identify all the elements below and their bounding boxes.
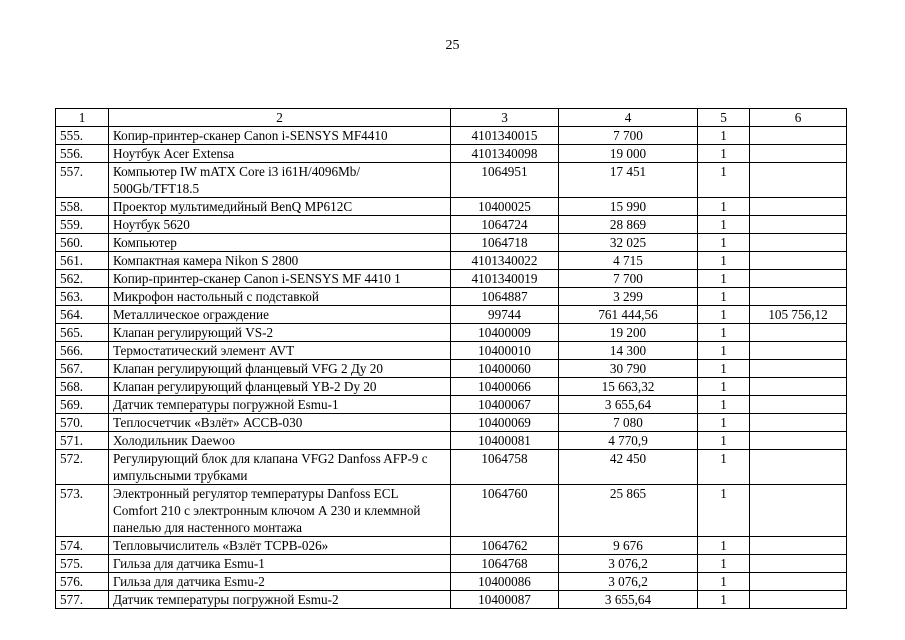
row-number-cell: 565. bbox=[56, 324, 109, 342]
item-name-cell: Клапан регулирующий фланцевый YB-2 Dy 20 bbox=[109, 378, 451, 396]
residual-value-cell bbox=[750, 396, 847, 414]
row-number-cell: 574. bbox=[56, 537, 109, 555]
cost-cell: 7 700 bbox=[559, 127, 698, 145]
quantity-cell: 1 bbox=[698, 198, 750, 216]
inventory-code-cell: 10400069 bbox=[451, 414, 559, 432]
quantity-cell: 1 bbox=[698, 234, 750, 252]
residual-value-cell bbox=[750, 342, 847, 360]
column-header: 1 bbox=[56, 109, 109, 127]
row-number-cell: 568. bbox=[56, 378, 109, 396]
cost-cell: 4 770,9 bbox=[559, 432, 698, 450]
quantity-cell: 1 bbox=[698, 573, 750, 591]
quantity-cell: 1 bbox=[698, 252, 750, 270]
table-row bbox=[56, 270, 847, 288]
residual-value-cell bbox=[750, 591, 847, 609]
cost-cell: 3 655,64 bbox=[559, 591, 698, 609]
table-row bbox=[56, 163, 847, 198]
quantity-cell: 1 bbox=[698, 432, 750, 450]
quantity-cell: 1 bbox=[698, 591, 750, 609]
item-name-cell: Датчик температуры погружной Esmu-1 bbox=[109, 396, 451, 414]
table-row bbox=[56, 288, 847, 306]
column-header: 2 bbox=[109, 109, 451, 127]
quantity-cell: 1 bbox=[698, 485, 750, 537]
item-name-cell: Клапан регулирующий VS-2 bbox=[109, 324, 451, 342]
item-name-cell: Ноутбук Acer Extensa bbox=[109, 145, 451, 163]
quantity-cell: 1 bbox=[698, 306, 750, 324]
page-number: 25 bbox=[445, 38, 460, 53]
cost-cell: 30 790 bbox=[559, 360, 698, 378]
item-name-cell: Гильза для датчика Esmu-2 bbox=[109, 573, 451, 591]
inventory-code-cell: 10400025 bbox=[451, 198, 559, 216]
cost-cell: 15 663,32 bbox=[559, 378, 698, 396]
inventory-code-cell: 1064760 bbox=[451, 485, 559, 537]
row-number-cell: 562. bbox=[56, 270, 109, 288]
table-row bbox=[56, 485, 847, 537]
table-row bbox=[56, 252, 847, 270]
item-name-cell: Компьютер IW mATX Core i3 i61H/4096Mb/ 500Gb/TFT18.5 bbox=[109, 163, 451, 198]
row-number-cell: 556. bbox=[56, 145, 109, 163]
residual-value-cell bbox=[750, 360, 847, 378]
residual-value-cell bbox=[750, 252, 847, 270]
item-name-cell: Электронный регулятор температуры Danfoss ECL Comfort 210 с электронным ключом А 230 и клеммной панелью для настенного монтажа bbox=[109, 485, 451, 537]
item-name-cell: Датчик температуры погружной Esmu-2 bbox=[109, 591, 451, 609]
item-name-cell: Компактная камера Nikon S 2800 bbox=[109, 252, 451, 270]
item-name-cell: Копир-принтер-сканер Canon i-SENSYS MF 4410 1 bbox=[109, 270, 451, 288]
item-name-cell: Металлическое ограждение bbox=[109, 306, 451, 324]
cost-cell: 25 865 bbox=[559, 485, 698, 537]
table-row bbox=[56, 145, 847, 163]
row-number-cell: 573. bbox=[56, 485, 109, 537]
cost-cell: 9 676 bbox=[559, 537, 698, 555]
residual-value-cell: 105 756,12 bbox=[750, 306, 847, 324]
column-header: 5 bbox=[698, 109, 750, 127]
quantity-cell: 1 bbox=[698, 378, 750, 396]
cost-cell: 3 076,2 bbox=[559, 573, 698, 591]
quantity-cell: 1 bbox=[698, 360, 750, 378]
quantity-cell: 1 bbox=[698, 555, 750, 573]
row-number-cell: 557. bbox=[56, 163, 109, 198]
inventory-code-cell: 1064762 bbox=[451, 537, 559, 555]
quantity-cell: 1 bbox=[698, 396, 750, 414]
inventory-code-cell: 10400060 bbox=[451, 360, 559, 378]
table-row bbox=[56, 306, 847, 324]
inventory-code-cell: 4101340015 bbox=[451, 127, 559, 145]
inventory-code-cell: 1064724 bbox=[451, 216, 559, 234]
quantity-cell: 1 bbox=[698, 324, 750, 342]
inventory-code-cell: 99744 bbox=[451, 306, 559, 324]
table-row bbox=[56, 360, 847, 378]
residual-value-cell bbox=[750, 432, 847, 450]
cost-cell: 7 080 bbox=[559, 414, 698, 432]
inventory-code-cell: 4101340022 bbox=[451, 252, 559, 270]
table-row bbox=[56, 414, 847, 432]
cost-cell: 4 715 bbox=[559, 252, 698, 270]
row-number-cell: 567. bbox=[56, 360, 109, 378]
item-name-cell: Компьютер bbox=[109, 234, 451, 252]
row-number-cell: 571. bbox=[56, 432, 109, 450]
inventory-code-cell: 4101340098 bbox=[451, 145, 559, 163]
table-row bbox=[56, 234, 847, 252]
column-header: 4 bbox=[559, 109, 698, 127]
row-number-cell: 561. bbox=[56, 252, 109, 270]
item-name-cell: Ноутбук 5620 bbox=[109, 216, 451, 234]
inventory-code-cell: 10400086 bbox=[451, 573, 559, 591]
table-row bbox=[56, 432, 847, 450]
inventory-code-cell: 10400067 bbox=[451, 396, 559, 414]
item-name-cell: Копир-принтер-сканер Canon i-SENSYS MF4410 bbox=[109, 127, 451, 145]
residual-value-cell bbox=[750, 198, 847, 216]
table-row bbox=[56, 216, 847, 234]
cost-cell: 3 076,2 bbox=[559, 555, 698, 573]
item-name-cell: Термостатический элемент AVT bbox=[109, 342, 451, 360]
quantity-cell: 1 bbox=[698, 288, 750, 306]
table-row bbox=[56, 537, 847, 555]
quantity-cell: 1 bbox=[698, 145, 750, 163]
row-number-cell: 577. bbox=[56, 591, 109, 609]
inventory-code-cell: 10400081 bbox=[451, 432, 559, 450]
cost-cell: 14 300 bbox=[559, 342, 698, 360]
inventory-code-cell: 1064768 bbox=[451, 555, 559, 573]
table-row bbox=[56, 591, 847, 609]
residual-value-cell bbox=[750, 145, 847, 163]
row-number-cell: 575. bbox=[56, 555, 109, 573]
cost-cell: 42 450 bbox=[559, 450, 698, 485]
inventory-code-cell: 4101340019 bbox=[451, 270, 559, 288]
inventory-code-cell: 1064887 bbox=[451, 288, 559, 306]
residual-value-cell bbox=[750, 485, 847, 537]
inventory-code-cell: 10400010 bbox=[451, 342, 559, 360]
cost-cell: 761 444,56 bbox=[559, 306, 698, 324]
residual-value-cell bbox=[750, 216, 847, 234]
table-row bbox=[56, 450, 847, 485]
cost-cell: 17 451 bbox=[559, 163, 698, 198]
row-number-cell: 564. bbox=[56, 306, 109, 324]
quantity-cell: 1 bbox=[698, 342, 750, 360]
inventory-code-cell: 10400087 bbox=[451, 591, 559, 609]
table-row bbox=[56, 555, 847, 573]
row-number-cell: 576. bbox=[56, 573, 109, 591]
row-number-cell: 570. bbox=[56, 414, 109, 432]
table-row bbox=[56, 396, 847, 414]
inventory-code-cell: 1064758 bbox=[451, 450, 559, 485]
quantity-cell: 1 bbox=[698, 537, 750, 555]
inventory-code-cell: 1064718 bbox=[451, 234, 559, 252]
item-name-cell: Теплосчетчик «Взлёт» АССВ-030 bbox=[109, 414, 451, 432]
residual-value-cell bbox=[750, 450, 847, 485]
cost-cell: 3 299 bbox=[559, 288, 698, 306]
table-row bbox=[56, 324, 847, 342]
residual-value-cell bbox=[750, 537, 847, 555]
item-name-cell: Регулирующий блок для клапана VFG2 Danfoss AFP-9 с импульсными трубками bbox=[109, 450, 451, 485]
residual-value-cell bbox=[750, 163, 847, 198]
quantity-cell: 1 bbox=[698, 163, 750, 198]
residual-value-cell bbox=[750, 378, 847, 396]
inventory-table bbox=[55, 108, 847, 609]
residual-value-cell bbox=[750, 234, 847, 252]
row-number-cell: 563. bbox=[56, 288, 109, 306]
quantity-cell: 1 bbox=[698, 127, 750, 145]
inventory-code-cell: 10400009 bbox=[451, 324, 559, 342]
quantity-cell: 1 bbox=[698, 216, 750, 234]
table-header-row bbox=[56, 109, 847, 127]
row-number-cell: 559. bbox=[56, 216, 109, 234]
cost-cell: 15 990 bbox=[559, 198, 698, 216]
residual-value-cell bbox=[750, 555, 847, 573]
inventory-code-cell: 1064951 bbox=[451, 163, 559, 198]
residual-value-cell bbox=[750, 573, 847, 591]
residual-value-cell bbox=[750, 324, 847, 342]
table-row bbox=[56, 573, 847, 591]
cost-cell: 28 869 bbox=[559, 216, 698, 234]
row-number-cell: 572. bbox=[56, 450, 109, 485]
row-number-cell: 555. bbox=[56, 127, 109, 145]
quantity-cell: 1 bbox=[698, 414, 750, 432]
row-number-cell: 560. bbox=[56, 234, 109, 252]
row-number-cell: 569. bbox=[56, 396, 109, 414]
table-row bbox=[56, 378, 847, 396]
item-name-cell: Клапан регулирующий фланцевый VFG 2 Ду 20 bbox=[109, 360, 451, 378]
item-name-cell: Тепловычислитель «Взлёт ТСРВ-026» bbox=[109, 537, 451, 555]
quantity-cell: 1 bbox=[698, 450, 750, 485]
row-number-cell: 566. bbox=[56, 342, 109, 360]
table-row bbox=[56, 342, 847, 360]
residual-value-cell bbox=[750, 288, 847, 306]
row-number-cell: 558. bbox=[56, 198, 109, 216]
item-name-cell: Холодильник Daewoo bbox=[109, 432, 451, 450]
item-name-cell: Проектор мультимедийный BenQ MP612C bbox=[109, 198, 451, 216]
table-row bbox=[56, 198, 847, 216]
cost-cell: 19 000 bbox=[559, 145, 698, 163]
cost-cell: 32 025 bbox=[559, 234, 698, 252]
quantity-cell: 1 bbox=[698, 270, 750, 288]
column-header: 6 bbox=[750, 109, 847, 127]
cost-cell: 3 655,64 bbox=[559, 396, 698, 414]
residual-value-cell bbox=[750, 127, 847, 145]
residual-value-cell bbox=[750, 414, 847, 432]
column-header: 3 bbox=[451, 109, 559, 127]
cost-cell: 7 700 bbox=[559, 270, 698, 288]
table-row bbox=[56, 127, 847, 145]
cost-cell: 19 200 bbox=[559, 324, 698, 342]
residual-value-cell bbox=[750, 270, 847, 288]
item-name-cell: Микрофон настольный с подставкой bbox=[109, 288, 451, 306]
inventory-code-cell: 10400066 bbox=[451, 378, 559, 396]
item-name-cell: Гильза для датчика Esmu-1 bbox=[109, 555, 451, 573]
